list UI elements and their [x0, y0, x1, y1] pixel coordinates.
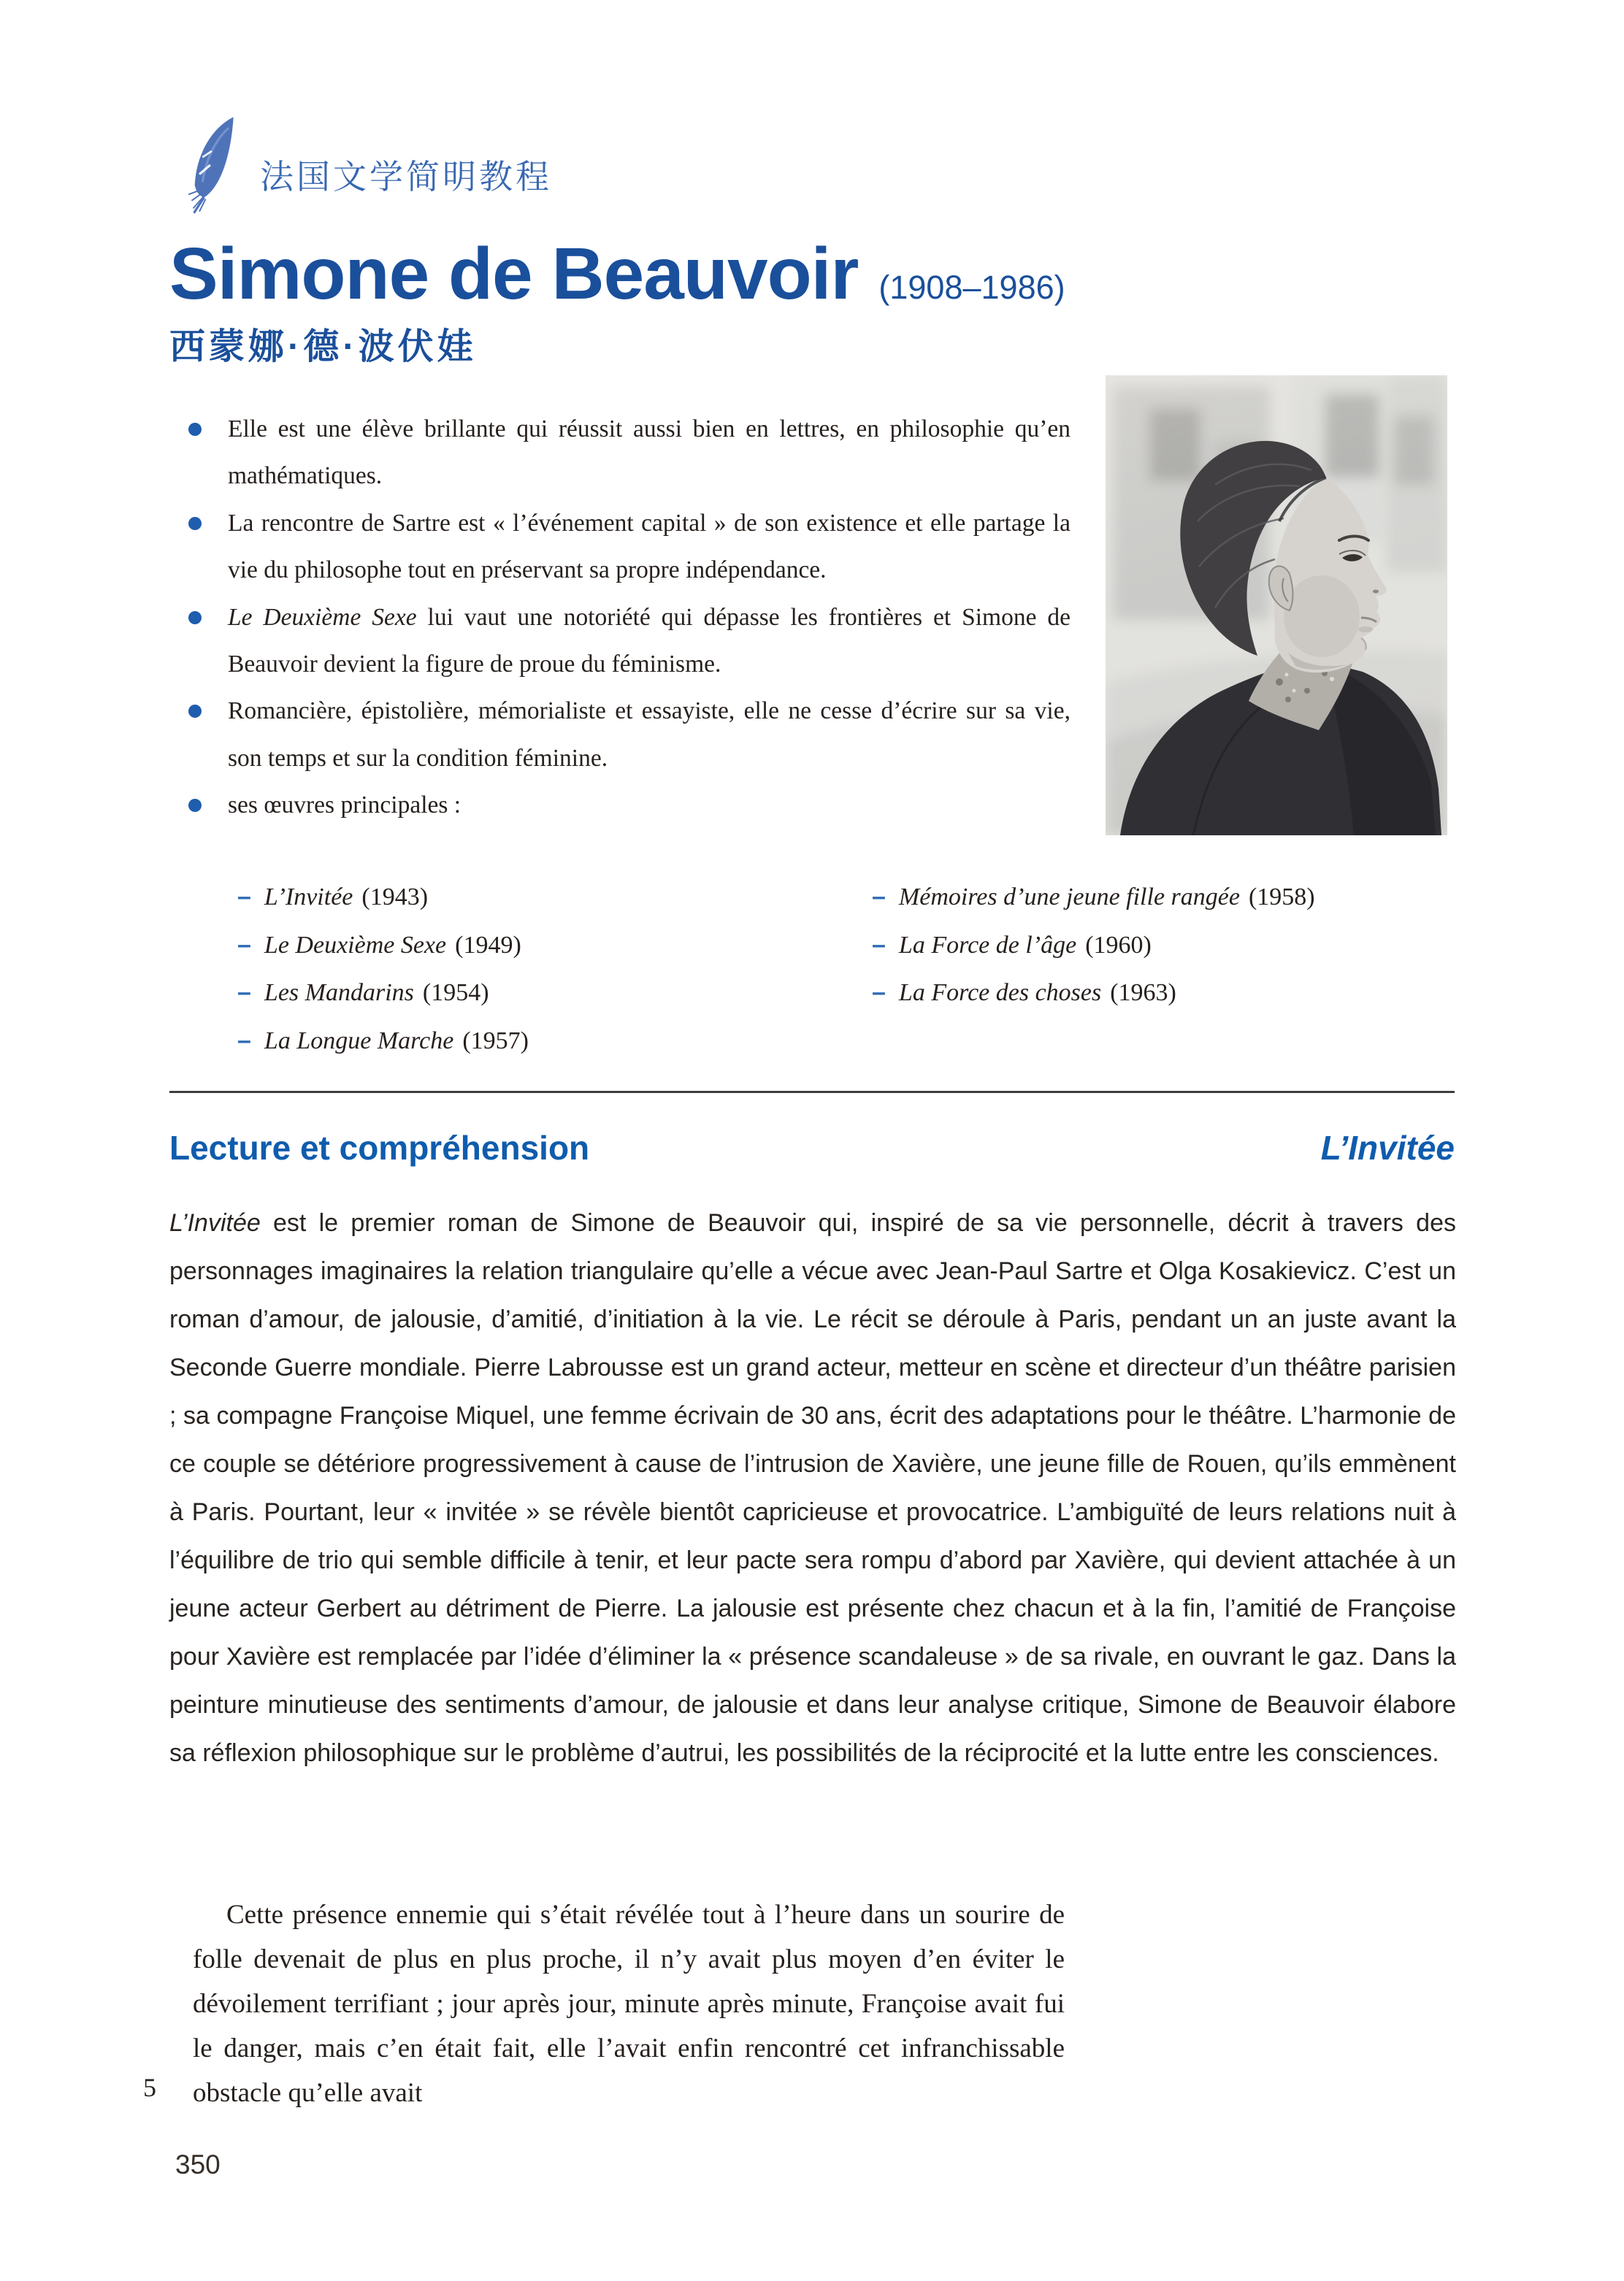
dash-marker: – — [237, 930, 251, 959]
book-title-italic: L’Invitée — [169, 1209, 261, 1237]
bullet-text: La rencontre de Sartre est « l’événement capital » de son existence et elle partage la vie du philosophe tout en préservant sa propre indépendance. — [228, 509, 1070, 584]
dash-marker: – — [872, 978, 886, 1006]
list-item — [188, 406, 1070, 500]
author-facts-list — [188, 406, 1070, 829]
list-item — [188, 594, 1070, 689]
work-item: – La Longue Marche (1957) — [237, 1026, 529, 1054]
dash-marker: – — [237, 1026, 251, 1054]
bullet-dot-icon — [188, 799, 202, 812]
work-item: – Le Deuxième Sexe (1949) — [237, 930, 521, 959]
bullet-dot-icon — [188, 517, 202, 530]
list-item — [188, 500, 1070, 594]
bullet-text: Elle est une élève brillante qui réussit aussi bien en lettres, en philosophie qu’en mathématiques. — [228, 415, 1070, 490]
bullet-dot-icon — [188, 611, 202, 624]
bullet-dot-icon — [188, 423, 202, 436]
work-item: – Les Mandarins (1954) — [237, 978, 489, 1006]
page-number: 350 — [175, 2150, 221, 2180]
dash-marker: – — [237, 883, 251, 911]
bullet-text: Romancière, épistolière, mémorialiste et essayiste, elle ne cesse d’écrire sur sa vie, son temps et sur la condition féminine. — [228, 697, 1070, 772]
section-title: Lecture et compréhension — [169, 1129, 590, 1167]
author-name: Simone de Beauvoir — [169, 233, 859, 315]
section-header — [169, 1128, 1455, 1168]
section-divider — [169, 1091, 1455, 1093]
bullet-dot-icon — [188, 705, 202, 718]
quill-feather-icon — [183, 114, 241, 216]
dash-marker: – — [237, 978, 251, 1006]
section-book-title: L’Invitée — [1320, 1129, 1455, 1167]
list-item — [188, 688, 1070, 782]
work-item: – Mémoires d’une jeune fille rangée (1958) — [872, 883, 1315, 911]
bullet-text: ses œuvres principales : — [228, 791, 461, 819]
work-item: – La Force de l’âge (1960) — [872, 930, 1152, 959]
excerpt-line-number: 5 — [143, 2073, 156, 2102]
book-series-title: 法国文学简明教程 — [260, 158, 552, 196]
author-name-chinese: 西蒙娜·德·波伏娃 — [169, 327, 477, 367]
dash-marker: – — [872, 883, 886, 911]
work-item: – La Force des choses (1963) — [872, 978, 1176, 1006]
works-list-right — [872, 873, 1315, 1017]
excerpt-paragraph: Cette présence ennemie qui s’était révélée tout à l’heure dans un sourire de folle devenait de plus en plus proche, il n’y avait plus moyen d’en éviter le dévoilement terrifiant ; jour après jour, minute après minute, Françoise avait fui le danger, mais c’en était fait, elle l’avait enfin rencontré cet infranchissable obstacle qu’elle avait — [193, 1900, 1065, 2108]
work-item: – L’Invitée (1943) — [237, 883, 429, 911]
portrait-simone-de-beauvoir — [1106, 375, 1447, 835]
list-item — [188, 782, 1070, 829]
works-list-left — [237, 873, 529, 1065]
author-heading — [169, 232, 1065, 316]
book-title-italic: Le Deuxième Sexe — [228, 603, 417, 631]
dash-marker: – — [872, 930, 886, 959]
reading-paragraph: L’Invitée est le premier roman de Simone de Beauvoir qui, inspiré de sa vie personnelle, décrit à travers des personnages imaginaires la relation triangulaire qu’elle a vécue avec Jean-Paul Sartre et Olga Kosakievicz. C’est un roman d’amour, de jalousie, d’amitié, d’initiation à la vie. Le récit se déroule à Paris, pendant un an juste avant la Seconde Guerre mondiale. Pierre Labrousse est un grand acteur, metteur en scène et directeur d’un théâtre parisien ; sa compagne Françoise Miquel, une femme écrivain de 30 ans, écrit des adaptations pour le théâtre. L’harmonie de ce couple se détériore progressivement à cause de l’intrusion de Xavière, une jeune fille de Rouen, qu’ils emmènent à Paris. Pourtant, leur « invitée » se révèle bientôt capricieuse et provocatrice. L’ambiguïté de leurs relations nuit à l’équilibre de trio qui semble difficile à tenir, et leur pacte sera rompu d’abord par Xavière, qui devient attachée à un jeune acteur Gerbert au détriment de Pierre. La jalousie est présente chez chacun et à la fin, l’amitié de Françoise pour Xavière est remplacée par l’idée d’éliminer la « présence scandaleuse » de sa rivale, en ouvrant le gaz. Dans la peinture minutieuse des sentiments d’amour, de jalousie et dans leur analyse critique, Simone de Beauvoir élabore sa réflexion philosophique sur le problème d’autrui, les possibilités de la réciprocité et la lutte entre les consciences. — [169, 1209, 1456, 1767]
bullet-text: Le Deuxième Sexe lui vaut une notoriété qui dépasse les frontières et Simone de Beauvoir devient la figure de proue du féminisme. — [228, 603, 1070, 678]
author-dates: (1908–1986) — [878, 269, 1065, 306]
